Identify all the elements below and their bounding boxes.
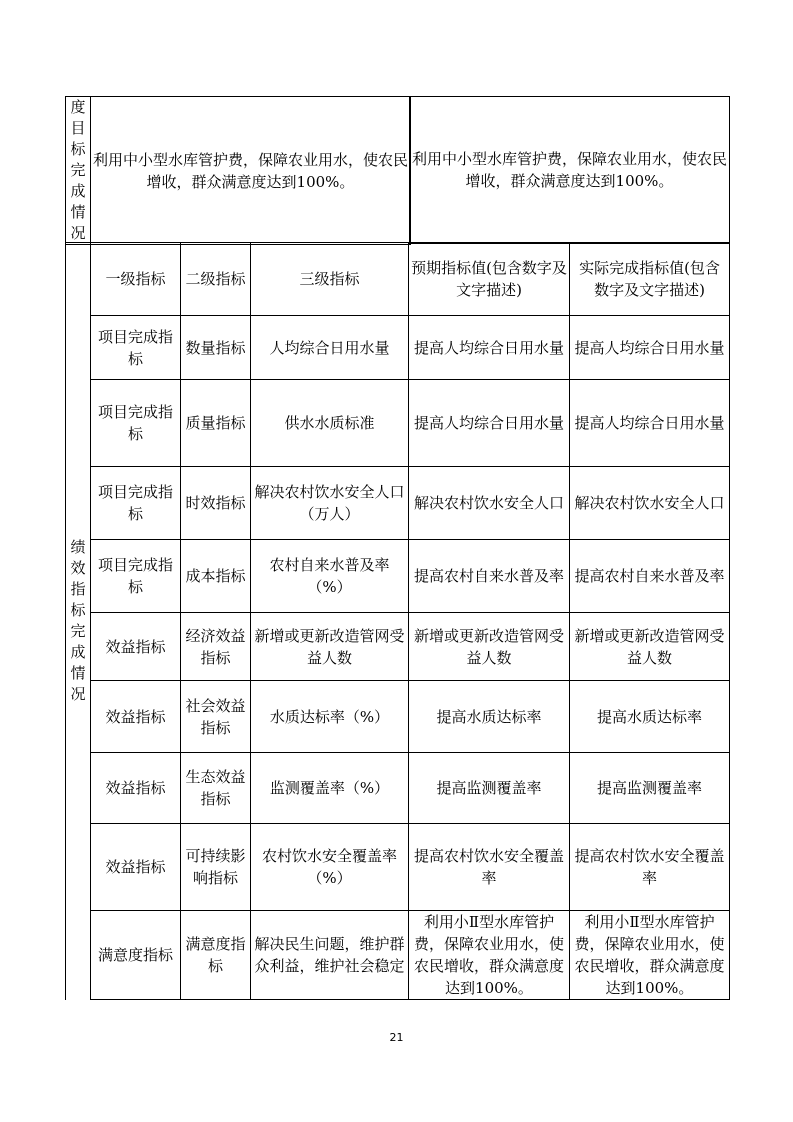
- row-actual: 解决农村饮水安全人口: [570, 467, 730, 540]
- row-level1: 效益指标: [91, 681, 181, 753]
- target-completion-table: [65, 96, 411, 245]
- row-level3: 新增或更新改造管网受益人数: [251, 613, 409, 681]
- indicator-side-label: 绩效指标完成情况: [66, 243, 91, 1000]
- row-expected: 提高人均综合日用水量: [409, 380, 570, 467]
- row-level1: 效益指标: [91, 613, 181, 681]
- table-row: [66, 911, 730, 1000]
- row-level3: 水质达标率（%）: [251, 681, 409, 753]
- row-level3: 解决农村饮水安全人口（万人）: [251, 467, 409, 540]
- row-level1: 项目完成指标: [91, 467, 181, 540]
- row-level1: 项目完成指标: [91, 316, 181, 380]
- row-level2: 可持续影响指标: [181, 824, 251, 911]
- row-level2: 数量指标: [181, 316, 251, 380]
- row-level3: 人均综合日用水量: [251, 316, 409, 380]
- table-row: [66, 753, 730, 824]
- row-level3: 农村饮水安全覆盖率（%）: [251, 824, 409, 911]
- table-row: [66, 316, 730, 380]
- row-actual: 利用小Ⅱ型水库管护费，保障农业用水，使农民增收，群众满意度达到100%。: [570, 911, 730, 1000]
- header-level1: 一级指标: [91, 243, 181, 316]
- row-actual: 提高监测覆盖率: [570, 753, 730, 824]
- row-level3: 监测覆盖率（%）: [251, 753, 409, 824]
- table-row: [66, 380, 730, 467]
- row-expected: 利用小Ⅱ型水库管护费，保障农业用水，使农民增收，群众满意度达到100%。: [409, 911, 570, 1000]
- row-level2: 生态效益指标: [181, 753, 251, 824]
- row-level1: 满意度指标: [91, 911, 181, 1000]
- indicator-header-row: [66, 243, 730, 316]
- row-level3: 供水水质标准: [251, 380, 409, 467]
- row-level2: 经济效益指标: [181, 613, 251, 681]
- table-row: [66, 540, 730, 613]
- target-actual-table: [409, 96, 730, 244]
- header-actual: 实际完成指标值(包含数字及文字描述): [570, 243, 730, 316]
- table-row: [66, 824, 730, 911]
- row-level1: 项目完成指标: [91, 380, 181, 467]
- row-actual: 提高农村饮水安全覆盖率: [570, 824, 730, 911]
- row-level2: 社会效益指标: [181, 681, 251, 753]
- table-row: [66, 467, 730, 540]
- row-expected: 新增或更新改造管网受益人数: [409, 613, 570, 681]
- target-side-label: 度目标完成情况: [66, 97, 91, 245]
- row-level1: 效益指标: [91, 824, 181, 911]
- planned-target-text: 利用中小型水库管护费，保障农业用水，使农民增收，群众满意度达到100%。: [91, 97, 411, 245]
- header-level2: 二级指标: [181, 243, 251, 316]
- row-expected: 提高人均综合日用水量: [409, 316, 570, 380]
- row-level3: 解决民生问题，维护群众利益，维护社会稳定: [251, 911, 409, 1000]
- row-actual: 提高人均综合日用水量: [570, 380, 730, 467]
- row-level2: 成本指标: [181, 540, 251, 613]
- row-level2: 满意度指标: [181, 911, 251, 1000]
- page-number: 21: [389, 1031, 404, 1044]
- row-level1: 效益指标: [91, 753, 181, 824]
- row-actual: 提高农村自来水普及率: [570, 540, 730, 613]
- row-level2: 质量指标: [181, 380, 251, 467]
- row-level1: 项目完成指标: [91, 540, 181, 613]
- row-expected: 提高农村自来水普及率: [409, 540, 570, 613]
- row-expected: 解决农村饮水安全人口: [409, 467, 570, 540]
- row-level3: 农村自来水普及率（%）: [251, 540, 409, 613]
- actual-target-text: 利用中小型水库管护费，保障农业用水，使农民增收，群众满意度达到100%。: [410, 97, 730, 244]
- row-level2: 时效指标: [181, 467, 251, 540]
- indicator-table: [65, 242, 730, 1000]
- header-level3: 三级指标: [251, 243, 409, 316]
- table-row: [66, 681, 730, 753]
- row-actual: 提高水质达标率: [570, 681, 730, 753]
- row-expected: 提高农村饮水安全覆盖率: [409, 824, 570, 911]
- row-expected: 提高监测覆盖率: [409, 753, 570, 824]
- row-expected: 提高水质达标率: [409, 681, 570, 753]
- header-expected: 预期指标值(包含数字及文字描述): [409, 243, 570, 316]
- row-actual: 新增或更新改造管网受益人数: [570, 613, 730, 681]
- row-actual: 提高人均综合日用水量: [570, 316, 730, 380]
- table-row: [66, 613, 730, 681]
